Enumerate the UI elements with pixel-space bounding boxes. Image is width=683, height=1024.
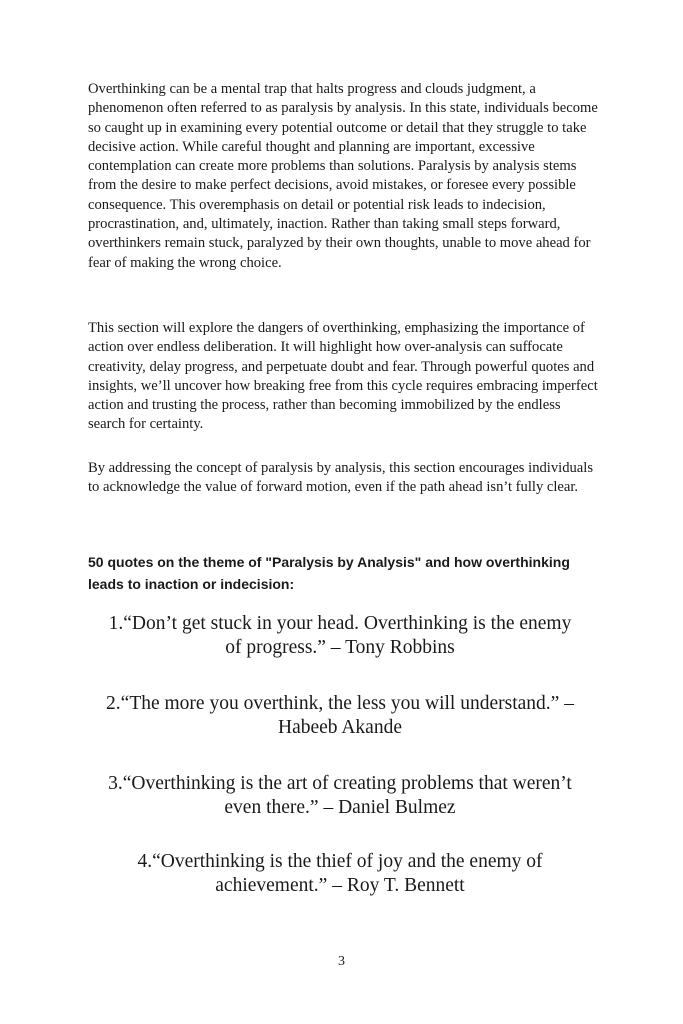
page-number: 3	[338, 954, 345, 969]
intro-paragraph: Overthinking can be a mental trap that halts progress and clouds judgment, a phenomenon often referred to as paralysis by analysis. In this state, individuals become so caught up in examining every potential outcome or detail that they struggle to take decisive action. While careful thought and planning are important, excessive contemplation can create more problems than solutions. Paralysis by analysis stems from the desire to make perfect decisions, avoid mistakes, or foresee every possible consequence. This overemphasis on detail or potential risk leads to indecision, procrastination, and, ultimately, inaction. Rather than taking small steps forward, overthinkers remain stuck, paralyzed by their own thoughts, unable to move ahead for fear of making the wrong choice.	[88, 81, 598, 271]
section-overview-paragraph: This section will explore the dangers of overthinking, emphasizing the importance of action over endless deliberation. It will highlight how over-analysis can suffocate creativity, delay progress, and perpetuate doubt and fear. Through powerful quotes and insights, we’ll uncover how breaking free from this cycle requires embracing imperfect action and trusting the process, rather than becoming immobilized by the endless search for certainty.	[88, 320, 598, 433]
quote-2: 2.“The more you overthink, the less you will understand.” – Habeeb Akande	[106, 693, 574, 738]
quotes-heading: 50 quotes on the theme of "Paralysis by Analysis" and how overthinking leads to inaction or indecision:	[88, 554, 570, 592]
closing-paragraph: By addressing the concept of paralysis by analysis, this section encourages individuals to acknowledge the value of forward motion, even if the path ahead isn’t fully clear.	[88, 460, 593, 496]
quote-4: 4.“Overthinking is the thief of joy and the enemy of achievement.” – Roy T. Bennett	[137, 851, 543, 896]
quote-1: 1.“Don’t get stuck in your head. Overthinking is the enemy of progress.” – Tony Robbins	[108, 613, 572, 658]
quote-3: 3.“Overthinking is the art of creating problems that weren’t even there.” – Daniel Bulmez	[108, 773, 572, 818]
